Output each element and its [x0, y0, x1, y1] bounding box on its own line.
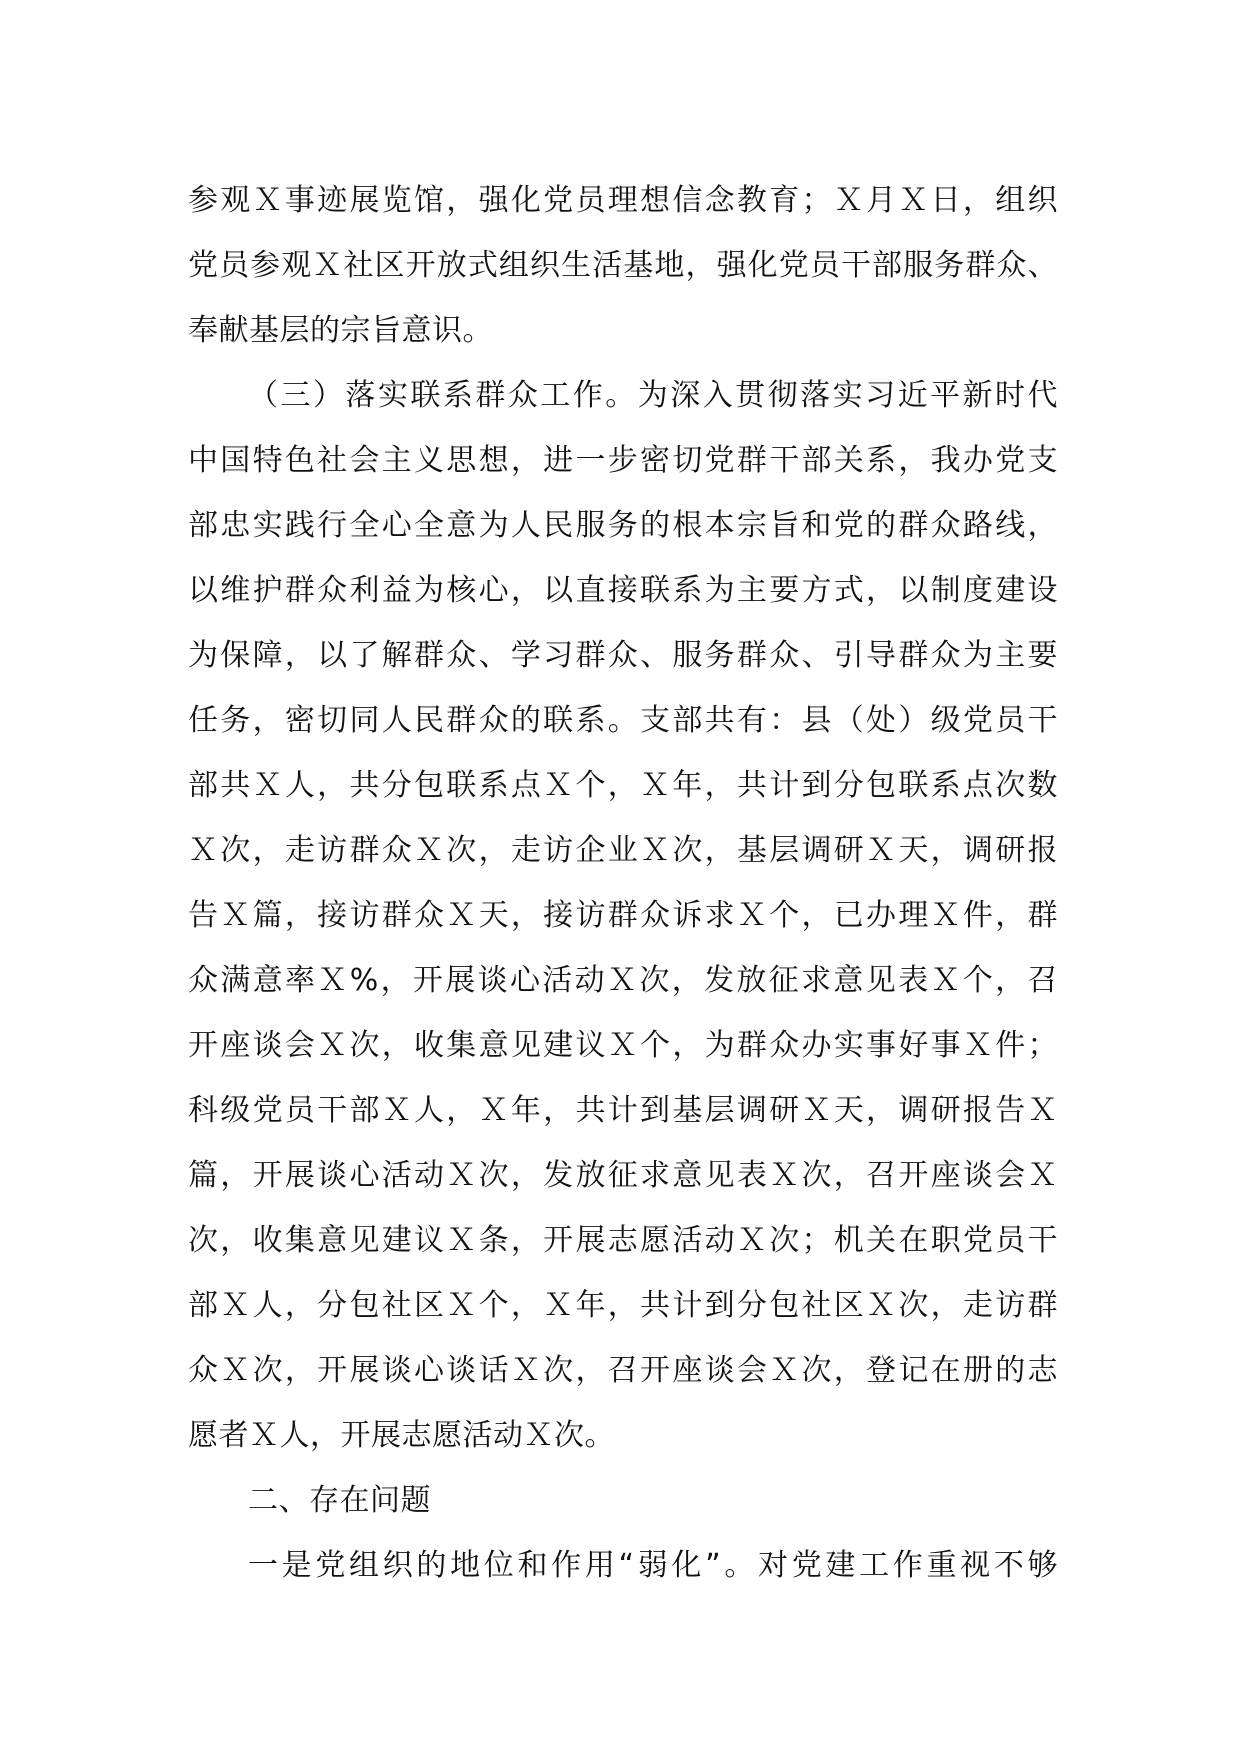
- text-line: 一是党组织的地位和作用“弱化”。对党建工作重视不够: [248, 1548, 1058, 1583]
- text-line: 开座谈会Ｘ次，收集意见建议Ｘ个，为群众办实事好事Ｘ件；: [188, 1028, 1058, 1063]
- text-line: 篇，开展谈心活动Ｘ次，发放征求意见表Ｘ次，召开座谈会Ｘ: [188, 1158, 1058, 1193]
- text-line: 中国特色社会主义思想，进一步密切党群干部关系，我办党支: [188, 443, 1058, 478]
- text-line: 部忠实践行全心全意为人民服务的根本宗旨和党的群众路线，: [188, 508, 1058, 543]
- text-line: 任务，密切同人民群众的联系。支部共有：县（处）级党员干: [188, 703, 1058, 738]
- text-line: 众满意率Ｘ%，开展谈心活动Ｘ次，发放征求意见表Ｘ个，召: [188, 963, 1058, 998]
- body-text: [188, 168, 1058, 1598]
- text-line: 奉献基层的宗旨意识。: [188, 313, 493, 348]
- text-line: Ｘ次，走访群众Ｘ次，走访企业Ｘ次，基层调研Ｘ天，调研报: [188, 833, 1058, 868]
- text-line: 告Ｘ篇，接访群众Ｘ天，接访群众诉求Ｘ个，已办理Ｘ件，群: [188, 898, 1058, 933]
- text-line: （三）落实联系群众工作。为深入贯彻落实习近平新时代: [248, 378, 1058, 413]
- text-line: 众Ｘ次，开展谈心谈话Ｘ次，召开座谈会Ｘ次，登记在册的志: [188, 1353, 1058, 1388]
- text-line: 愿者Ｘ人，开展志愿活动Ｘ次。: [188, 1418, 615, 1453]
- text-line: 为保障，以了解群众、学习群众、服务群众、引导群众为主要: [188, 638, 1058, 673]
- text-line: 二、存在问题: [248, 1483, 431, 1518]
- text-line: 部Ｘ人，分包社区Ｘ个，Ｘ年，共计到分包社区Ｘ次，走访群: [188, 1288, 1058, 1323]
- text-line: 部共Ｘ人，共分包联系点Ｘ个，Ｘ年，共计到分包联系点次数: [188, 768, 1058, 803]
- text-line: 党员参观Ｘ社区开放式组织生活基地，强化党员干部服务群众、: [188, 248, 1058, 283]
- text-line: 参观Ｘ事迹展览馆，强化党员理想信念教育；Ｘ月Ｘ日，组织: [188, 183, 1058, 218]
- text-line: 科级党员干部Ｘ人，Ｘ年，共计到基层调研Ｘ天，调研报告Ｘ: [188, 1093, 1058, 1128]
- text-line: 次，收集意见建议Ｘ条，开展志愿活动Ｘ次；机关在职党员干: [188, 1223, 1058, 1258]
- text-line: 以维护群众利益为核心，以直接联系为主要方式，以制度建设: [188, 573, 1058, 608]
